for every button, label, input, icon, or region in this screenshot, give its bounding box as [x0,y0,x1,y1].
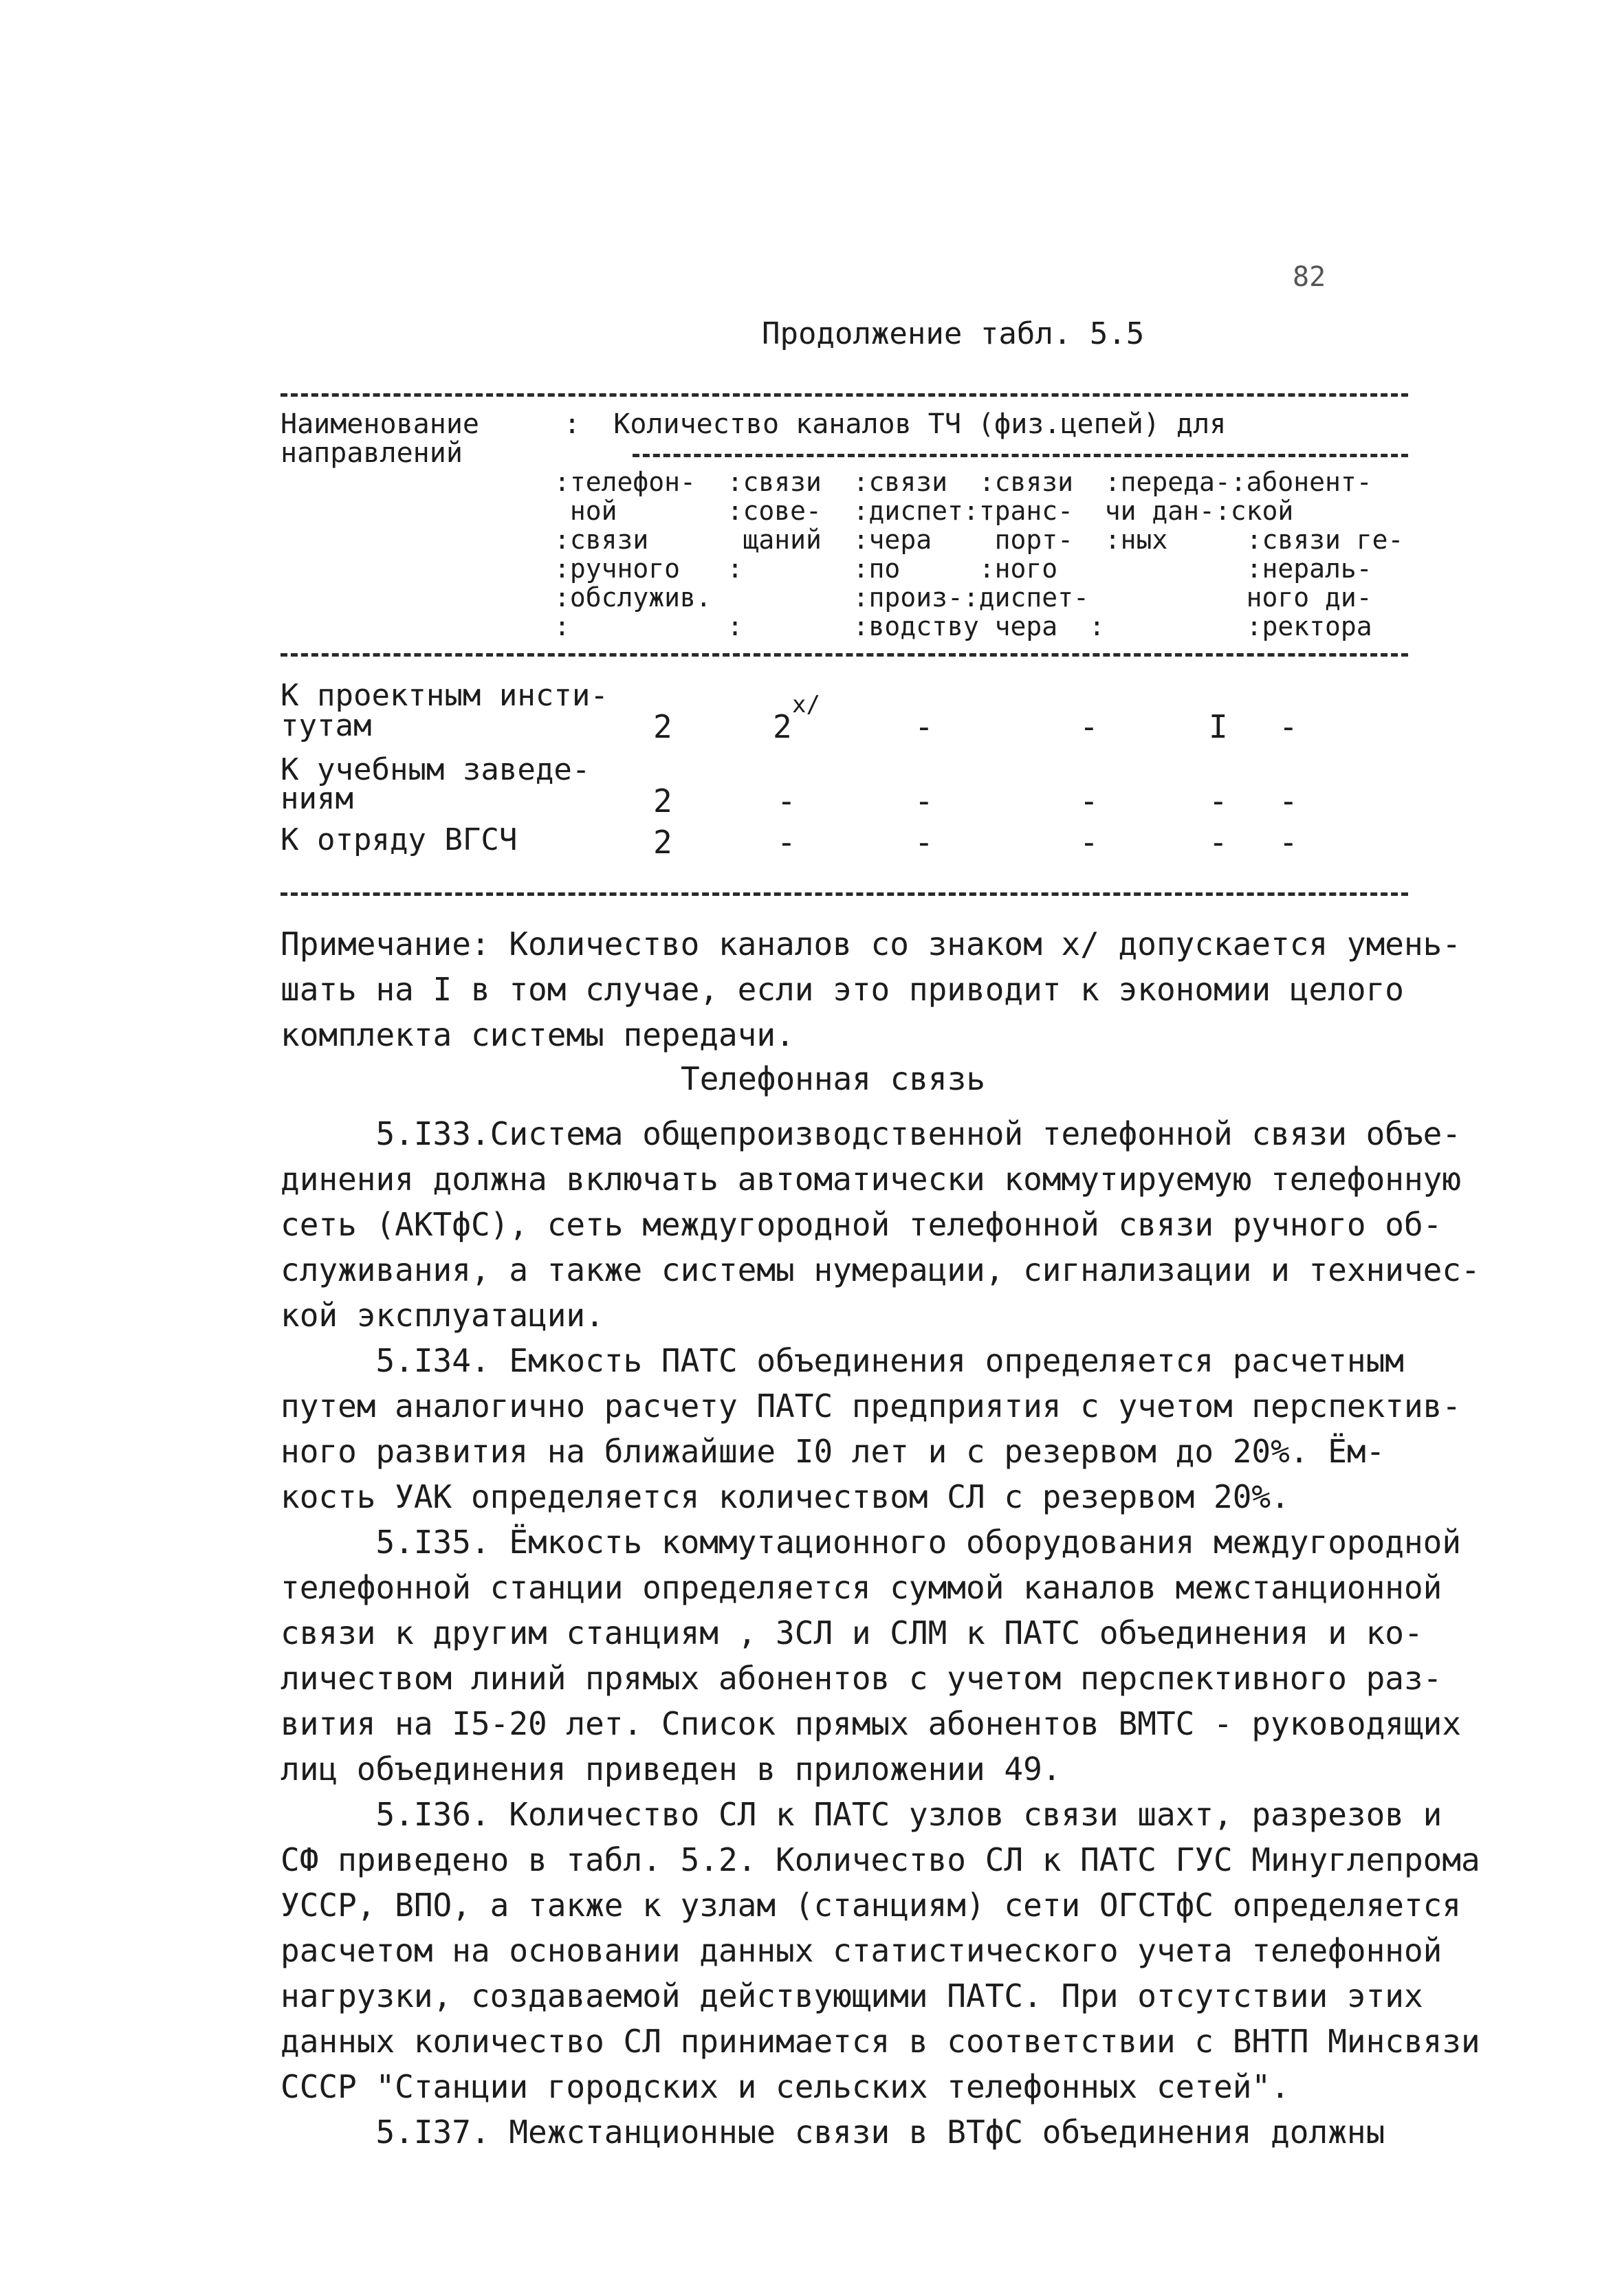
row-value: 2 [773,708,792,745]
text-line: служивания, а также системы нумерации, сигнализации и техничес- [281,1251,1480,1288]
subheader-line: ной :сове- :диспет:транс- чи дан-:ской [554,496,1294,526]
group-header-rule [633,454,1408,457]
page-number: 82 [1293,261,1326,293]
text-line: СССР "Станции городских и сельских телефонных сетей". [281,2068,1290,2105]
text-line: личеством линий прямых абонентов с учетом перспективного раз- [281,1660,1442,1697]
text-line: путем аналогично расчету ПАТС предприятия с учетом перспектив- [281,1387,1462,1425]
text-line: УССР, ВПО, а также к узлам (станциям) сети ОГСТфС определяется [281,1887,1462,1924]
text-line: расчетом на основании данных статистического учета телефонной [281,1932,1442,1969]
footnote-mark: x/ [792,691,820,718]
row-value: - [914,824,934,861]
table-rule-header [281,653,1408,657]
subheader-line: : : :водству чера : :ректора [554,611,1372,641]
table-rule-bottom [281,892,1408,896]
text-line: ного развития на ближайшие I0 лет и с резервом до 20%. Ём- [281,1433,1385,1470]
table-title: Продолжение табл. 5.5 [762,316,1145,351]
row-name: К проектным инсти- [281,678,608,713]
row-value: I [1209,708,1228,745]
row-name: тутам [281,708,372,743]
note-line: Примечание: Количество каналов со знаком x/ допускается умень- [281,925,1462,963]
row-value: - [1209,824,1228,861]
row-value: - [777,782,796,820]
text-line: лиц объединения приведен в приложении 49. [281,1750,1062,1788]
text-line: СФ приведено в табл. 5.2. Количество СЛ к ПАТС ГУС Минуглепрома [281,1841,1480,1878]
section-title: Телефонная связь [681,1060,986,1097]
row-value: - [914,708,934,745]
subheader-line: :телефон- :связи :связи :связи :переда-:абонент- [554,467,1372,497]
subheader-line: :ручного : :по :ного :нераль- [554,553,1372,584]
text-line: данных количество СЛ принимается в соответствии с ВНТП Минсвязи [281,2023,1480,2060]
subheader-line: :связи щаний :чера порт- :ных :связи ге- [554,525,1404,555]
text-line: нагрузки, создаваемой действующими ПАТС. При отсутствии этих [281,1977,1423,2014]
row-value: - [1279,824,1298,861]
row-value: 2 [653,782,672,820]
text-line: 5.I37. Межстанционные связи в ВТфС объединения должны [281,2113,1385,2151]
row-name: К учебным заведе- [281,752,591,787]
table-rule-top [281,393,1408,397]
row-value: - [1079,824,1099,861]
subheader-line: :обслужив. :произ-:диспет- ного ди- [554,582,1372,613]
text-line: кость УАК определяется количеством СЛ с резервом 20%. [281,1478,1290,1515]
col-name-header-line-2: направлений [281,437,463,469]
row-value: - [1279,782,1298,820]
note-line: комплекта системы передачи. [281,1016,795,1053]
text-line: сеть (АКТфС), сеть междугородной телефонной связи ручного об- [281,1206,1442,1243]
group-header: : Количество каналов ТЧ (физ.цепей) для [564,408,1227,440]
text-line: вития на I5-20 лет. Список прямых абонентов ВМТС - руководящих [281,1705,1462,1742]
row-name: ниям [281,781,353,816]
text-line: 5.I36. Количество СЛ к ПАТС узлов связи шахт, разрезов и [281,1796,1442,1833]
text-line: телефонной станции определяется суммой каналов межстанционной [281,1569,1442,1606]
row-value: - [777,824,796,861]
row-name: К отряду ВГСЧ [281,822,518,857]
col-name-header-line-1: Наименование [281,408,479,440]
text-line: кой эксплуатации. [281,1297,604,1334]
row-value: - [1079,708,1099,745]
text-line: связи к другим станциям , ЗСЛ и СЛМ к ПАТС объединения и ко- [281,1614,1423,1651]
text-line: динения должна включать автоматически коммутируемую телефонную [281,1161,1462,1198]
row-value: - [1079,782,1099,820]
text-line: 5.I33.Система общепроизводственной телефонной связи объе- [281,1115,1462,1152]
row-value: - [1279,708,1298,745]
text-line: 5.I34. Емкость ПАТС объединения определяется расчетным [281,1342,1404,1379]
row-value: 2 [653,824,672,861]
row-value: - [1209,782,1228,820]
row-value: - [914,782,934,820]
note-line: шать на I в том случае, если это приводит к экономии целого [281,971,1404,1008]
row-value: 2 [653,708,672,745]
text-line: 5.I35. Ёмкость коммутационного оборудования междугородной [281,1524,1462,1561]
